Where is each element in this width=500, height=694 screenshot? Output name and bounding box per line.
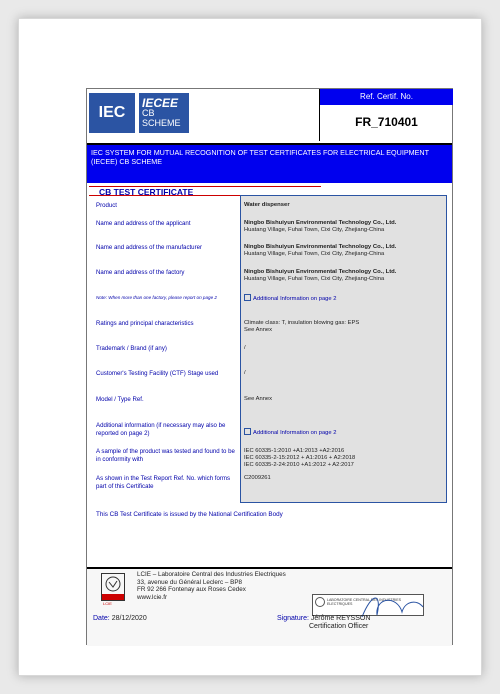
reference-box	[319, 89, 453, 141]
signature-line: Signature: Jérôme REYSSON	[277, 615, 371, 622]
lcie-logo-label: LCIE	[103, 601, 112, 606]
field-value: Ningbo Bishuiyun Environmental Technology Co., Ltd. Huatang Village, Fuhai Town, Cixi City, Zhejiang-China	[244, 244, 397, 257]
scheme-banner: IEC SYSTEM FOR MUTUAL RECOGNITION OF TEST CERTIFICATES FOR ELECTRICAL EQUIPMENT (IECEE) CB SCHEME	[87, 145, 452, 183]
field-label: A sample of the product was tested and found to be in conformity with	[96, 448, 235, 463]
field-value: IEC 60335-1:2010 +A1:2013 +A2:2016 IEC 60335-2-15:2012 + A1:2016 + A2:2018 IEC 60335-2-24:2010 +A1:2012 + A2:2017	[244, 448, 356, 468]
scheme-logo-text: SCHEME	[142, 118, 181, 128]
field-label: Customer's Testing Facility (CTF) Stage used	[96, 370, 219, 377]
field-value: Ningbo Bishuiyun Environmental Technology Co., Ltd. Huatang Village, Fuhai Town, Cixi City, Zhejiang-China	[244, 220, 397, 233]
certificate-header	[87, 89, 452, 145]
field-value: See Annex	[244, 396, 273, 402]
field-label: Additional information (if necessary may also be reported on page 2)	[96, 422, 226, 437]
field-label: Name and address of the factory	[96, 269, 185, 276]
lab-address: LCIE – Laboratoire Central des Industries Electriques 33, avenue du Général Leclerc – BP8 FR 92 266 Fontenay aux Roses Cedex www.lcie.fr	[137, 571, 286, 601]
bureau-veritas-icon	[102, 574, 124, 594]
signatory-role: Certification Officer	[309, 623, 369, 630]
certificate-title: CB TEST CERTIFICATE	[89, 186, 321, 196]
field-value: Additional Information on page 2	[244, 294, 444, 303]
field-label: Product	[96, 202, 118, 209]
certificate-frame	[18, 18, 482, 676]
iec-logo-mark: IEC	[89, 93, 135, 133]
official-stamp: LABORATOIRE CENTRAL DES INDUSTRIES ELECTRIQUES	[312, 594, 424, 616]
checkbox-icon	[244, 294, 251, 301]
cb-logo-text: CB	[142, 108, 155, 118]
lcie-logo-bar	[102, 594, 124, 600]
stamp-seal-icon	[315, 597, 325, 607]
field-label: Note: When more than one factory, please report on page 2	[96, 295, 217, 300]
field-value: C2009261	[244, 475, 271, 481]
field-label: Model / Type Ref.	[96, 396, 144, 403]
certificate-footer	[87, 567, 452, 646]
iec-logo	[89, 91, 194, 135]
field-value: /	[244, 370, 246, 376]
field-label: Name and address of the applicant	[96, 220, 191, 227]
certificate-document	[86, 88, 453, 645]
field-value: Ningbo Bishuiyun Environmental Technology Co., Ltd. Huatang Village, Fuhai Town, Cixi City, Zhejiang-China	[244, 269, 397, 282]
field-label: As shown in the Test Report Ref. No. which forms part of this Certificate	[96, 475, 231, 490]
issue-date: Date: 28/12/2020	[93, 615, 147, 622]
iecee-cb-logo	[139, 93, 189, 133]
field-label: Trademark / Brand (if any)	[96, 345, 167, 352]
field-value: Additional Information on page 2	[244, 428, 444, 437]
field-label: Name and address of the manufacturer	[96, 244, 203, 251]
reference-number: FR_710401	[355, 115, 418, 129]
field-value: /	[244, 345, 246, 351]
reference-label: Ref. Certif. No.	[320, 89, 453, 105]
field-label: Ratings and principal characteristics	[96, 320, 194, 327]
issued-by-text: This CB Test Certificate is issued by the National Certification Body	[96, 511, 283, 518]
field-value: Climate class: T, insulation blowing gas: EPS See Annex	[244, 320, 360, 333]
checkbox-icon	[244, 428, 251, 435]
lcie-logo	[101, 573, 125, 601]
field-value: Water dispenser	[244, 202, 290, 208]
iecee-logo-text: IECEE	[142, 96, 179, 110]
